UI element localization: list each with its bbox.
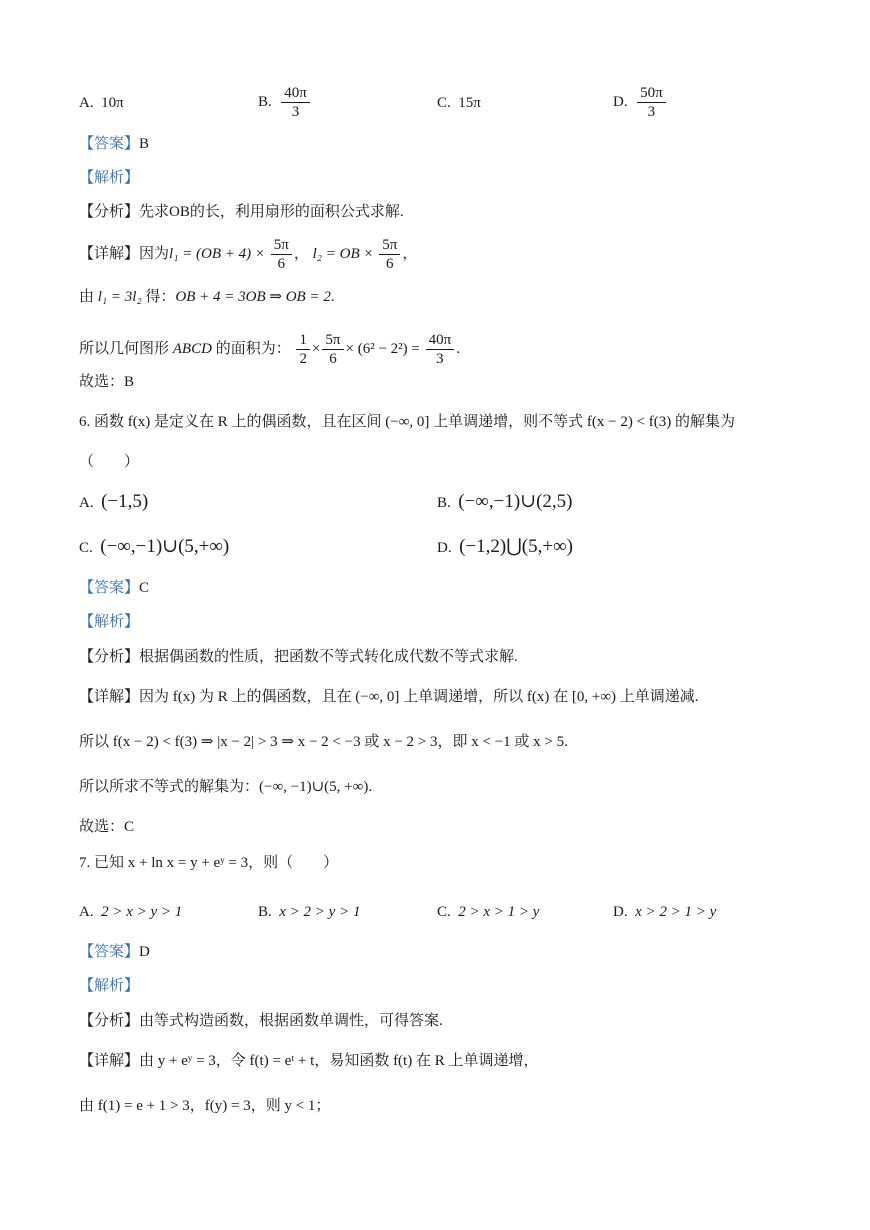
- q6-answer: 【答案】C: [79, 580, 150, 596]
- q5-option-c: C. 15π: [437, 95, 481, 111]
- q6-option-c: C. (−∞,−1)∪(5,+∞): [79, 536, 230, 557]
- q5-fenxi: 【分析】先求OB的长，利用扇形的面积公式求解.: [79, 204, 404, 220]
- q6-option-d: D. (−1,2)⋃(5,+∞): [437, 536, 573, 557]
- q6-detail-line3: 所以所求不等式的解集为：(−∞, −1)∪(5, +∞).: [79, 779, 373, 795]
- q5-option-b: B. $\frac{40\pi}{3}$: [258, 84, 312, 121]
- q6-option-a: A. (−1,5): [79, 491, 149, 512]
- q5-detail-line1: 【详解】因为l₁ = (OB + 4) × $\frac{5\pi}{6}$ ， l₂ = OB × $\frac{5\pi}{6}$ ，: [79, 237, 418, 272]
- q7-option-d: D. x > 2 > 1 > y: [613, 904, 717, 920]
- q6-detail-line2: 所以 f(x − 2) < f(3) ⇒ |x − 2| > 3 ⇒ x − 2 < −3 或 x − 2 > 3，即 x < −1 或 x > 5.: [79, 734, 568, 750]
- q6-paren: （ ）: [79, 454, 140, 470]
- q6-stem: 6. 函数 f(x) 是定义在 R 上的偶函数，且在区间 (−∞, 0] 上单调递增，则不等式 f(x − 2) < f(3) 的解集为: [79, 414, 736, 430]
- q7-analysis-heading: 【解析】: [79, 978, 140, 994]
- q5-option-a: A. 10π: [79, 95, 124, 111]
- q7-option-b: B. x > 2 > y > 1: [258, 904, 361, 920]
- q5-option-d: D. $\frac{50\pi}{3}$: [613, 84, 668, 121]
- q7-option-c: C. 2 > x > 1 > y: [437, 904, 540, 920]
- q5-answer: 【答案】B: [79, 136, 150, 152]
- q5-detail-line2: 由 l₁ = 3l₂ 得：OB + 4 = 3OB ⇒ OB = 2.: [79, 289, 335, 305]
- q7-option-a: A. 2 > x > y > 1: [79, 904, 183, 920]
- q7-fenxi: 【分析】由等式构造函数，根据函数单调性，可得答案.: [79, 1013, 443, 1029]
- q6-analysis-heading: 【解析】: [79, 614, 140, 630]
- q6-choose: 故选：C: [79, 819, 135, 835]
- q6-option-b: B. (−∞,−1)∪(2,5): [437, 491, 573, 512]
- q5-analysis-heading: 【解析】: [79, 170, 140, 186]
- q5-choose: 故选：B: [79, 374, 135, 390]
- q7-answer: 【答案】D: [79, 944, 150, 960]
- q7-detail-line1: 【详解】由 y + eʸ = 3，令 f(t) = eᵗ + t，易知函数 f(t) 在 R 上单调递增，: [79, 1053, 539, 1069]
- q7-detail-line2: 由 f(1) = e + 1 > 3，f(y) = 3，则 y < 1；: [79, 1098, 331, 1114]
- q5-detail-line3: 所以几何图形 ABCD 的面积为： $\frac{1}{2}$ × $\frac{5\pi}{6}$ × (6² − 2²) = $\frac{40\pi}{3}$ .: [79, 332, 460, 367]
- q7-stem: 7. 已知 x + ln x = y + eʸ = 3，则（ ）: [79, 855, 339, 871]
- q6-detail-line1: 【详解】因为 f(x) 为 R 上的偶函数，且在 (−∞, 0] 上单调递增，所以 f(x) 在 [0, +∞) 上单调递减.: [79, 689, 699, 705]
- q6-fenxi: 【分析】根据偶函数的性质，把函数不等式转化成代数不等式求解.: [79, 649, 518, 665]
